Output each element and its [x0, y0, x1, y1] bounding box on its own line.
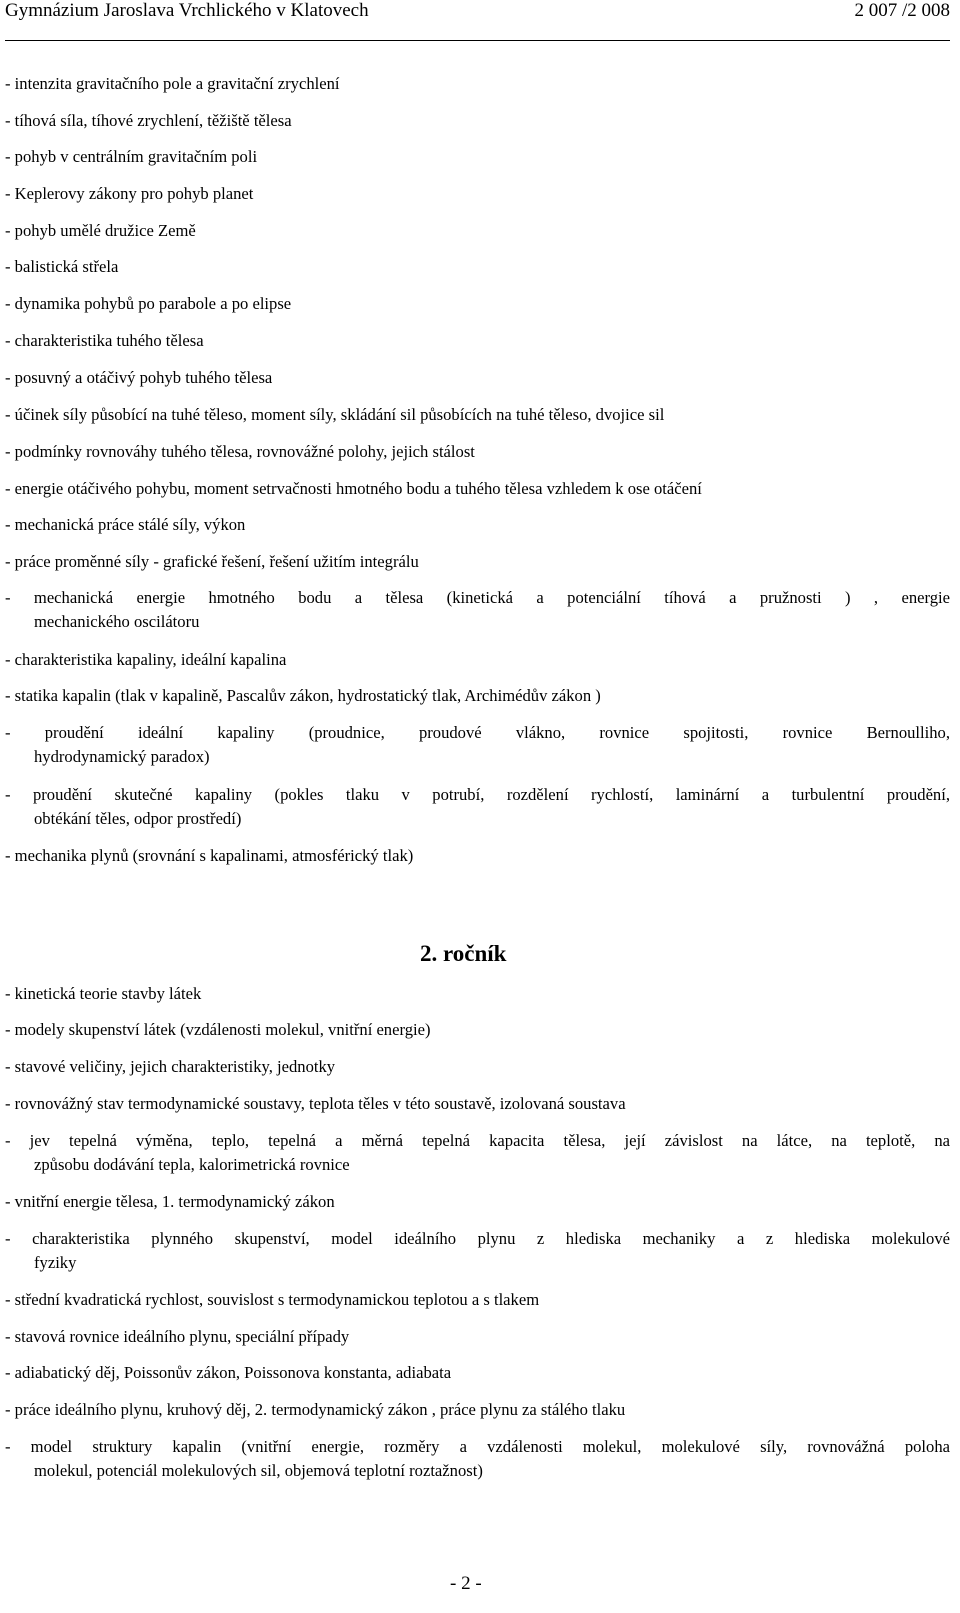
- list-item: - charakteristika tuhého tělesa: [5, 331, 204, 350]
- school-name: Gymnázium Jaroslava Vrchlického v Klatovech: [5, 0, 369, 21]
- list-item: - rovnovážný stav termodynamické soustavy, teplota těles v této soustavě, izolovaná soustava: [5, 1094, 626, 1113]
- list-item: - mechanická práce stálé síly, výkon: [5, 515, 246, 534]
- list-item: - dynamika pohybů po parabole a po elipse: [5, 294, 292, 313]
- list-item: - tíhová síla, tíhové zrychlení, těžiště tělesa: [5, 111, 292, 130]
- list-item: - energie otáčivého pohybu, moment setrvačnosti hmotného bodu a tuhého tělesa vzhledem k ose otáčení: [5, 479, 702, 498]
- list-item: [5, 1435, 950, 1483]
- list-item-line: - proudění skutečné kapaliny (pokles tlaku v potrubí, rozdělení rychlostí, laminární a turbulentní proudění,: [5, 785, 950, 804]
- list-item: [5, 586, 950, 634]
- list-item: - pohyb umělé družice Země: [5, 221, 196, 240]
- list-item-continuation: hydrodynamický paradox): [34, 747, 210, 766]
- list-item: - intenzita gravitačního pole a gravitační zrychlení: [5, 74, 340, 93]
- page-header: [5, 0, 950, 42]
- list-item-line: - mechanická energie hmotného bodu a tělesa (kinetická a potenciální tíhová a pružnosti ) , energie: [5, 588, 950, 607]
- list-item: - stavová rovnice ideálního plynu, speciální případy: [5, 1327, 350, 1346]
- list-item-line: - model struktury kapalin (vnitřní energie, rozměry a vzdálenosti molekul, molekulové síly, rovnovážná poloha: [5, 1437, 950, 1456]
- list-item: - pohyb v centrálním gravitačním poli: [5, 147, 258, 166]
- list-item: - podmínky rovnováhy tuhého tělesa, rovnovážné polohy, jejich stálost: [5, 442, 475, 461]
- list-item: - Keplerovy zákony pro pohyb planet: [5, 184, 254, 203]
- list-item: - charakteristika kapaliny, ideální kapalina: [5, 650, 287, 669]
- list-item-continuation: způsobu dodávání tepla, kalorimetrická rovnice: [34, 1155, 350, 1174]
- list-item-line: - proudění ideální kapaliny (proudnice, proudové vlákno, rovnice spojitosti, rovnice Bernoulliho,: [5, 723, 950, 742]
- school-year: 2 007 /2 008: [854, 0, 950, 21]
- list-item: [5, 783, 950, 831]
- list-item: - práce proměnné síly - grafické řešení, řešení užitím integrálu: [5, 552, 419, 571]
- list-item: - posuvný a otáčivý pohyb tuhého tělesa: [5, 368, 273, 387]
- list-item: [5, 1129, 950, 1177]
- page-number: - 2 -: [450, 1573, 482, 1594]
- list-item: - balistická střela: [5, 257, 119, 276]
- list-item-continuation: obtékání těles, odpor prostředí): [34, 809, 242, 828]
- list-item: - účinek síly působící na tuhé těleso, moment síly, skládání sil působících na tuhé těleso, dvojice sil: [5, 405, 665, 424]
- list-item-line: - jev tepelná výměna, teplo, tepelná a měrná tepelná kapacita tělesa, její závislost na látce, na teplotě, na: [5, 1131, 950, 1150]
- list-item: - statika kapalin (tlak v kapalině, Pascalův zákon, hydrostatický tlak, Archimédův zákon ): [5, 686, 601, 705]
- list-item-continuation: molekul, potenciál molekulových sil, objemová teplotní roztažnost): [34, 1461, 483, 1480]
- list-item: - střední kvadratická rychlost, souvislost s termodynamickou teplotou a s tlakem: [5, 1290, 540, 1309]
- list-item: - mechanika plynů (srovnání s kapalinami, atmosférický tlak): [5, 846, 414, 865]
- list-item: - modely skupenství látek (vzdálenosti molekul, vnitřní energie): [5, 1020, 431, 1039]
- list-item: - vnitřní energie tělesa, 1. termodynamický zákon: [5, 1192, 335, 1211]
- list-item-continuation: mechanického oscilátoru: [34, 612, 200, 631]
- list-item-line: - charakteristika plynného skupenství, model ideálního plynu z hlediska mechaniky a z hlediska molekulové: [5, 1229, 950, 1248]
- list-item: - kinetická teorie stavby látek: [5, 984, 202, 1003]
- year-heading: 2. ročník: [420, 941, 507, 966]
- list-item: - práce ideálního plynu, kruhový děj, 2. termodynamický zákon , práce plynu za stálého tlaku: [5, 1400, 626, 1419]
- list-item: [5, 721, 950, 769]
- list-item: [5, 1227, 950, 1275]
- list-item-continuation: fyziky: [34, 1253, 77, 1272]
- list-item: - stavové veličiny, jejich charakteristiky, jednotky: [5, 1057, 336, 1076]
- header-divider: [5, 40, 950, 41]
- list-item: - adiabatický děj, Poissonův zákon, Poissonova konstanta, adiabata: [5, 1363, 452, 1382]
